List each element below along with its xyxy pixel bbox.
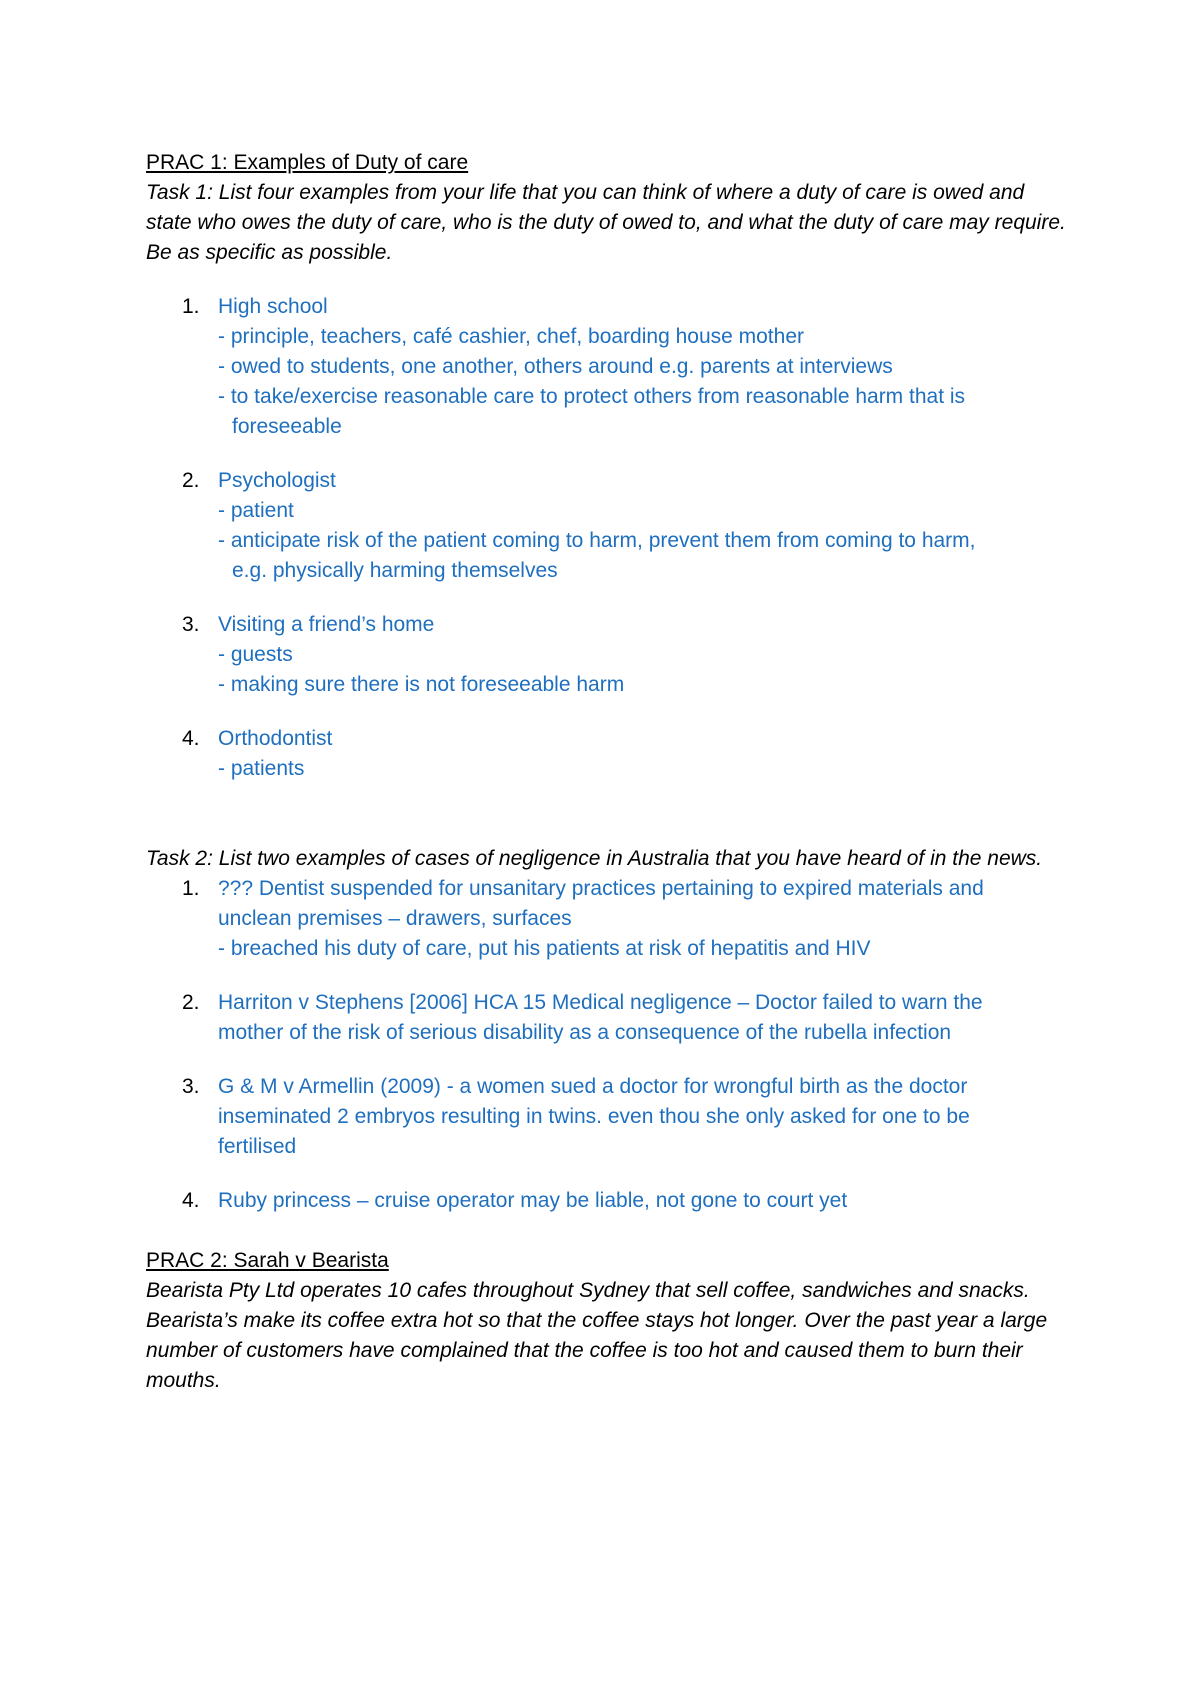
task1-instructions: Task 1: List four examples from your life that you can think of where a duty of care is owed and state who owes the duty of care, who is the duty of owed to, and what the duty of care may require. Be as specific as possible. <box>146 181 1066 264</box>
item-detail: - owed to students, one another, others around e.g. parents at interviews <box>218 355 893 378</box>
list-number: 3. <box>182 613 200 636</box>
list-number: 2. <box>182 469 200 492</box>
task2-instructions: Task 2: List two examples of cases of negligence in Australia that you have heard of in the news. <box>146 847 1043 870</box>
list-number: 4. <box>182 727 200 750</box>
item-detail: unclean premises – drawers, surfaces <box>218 907 572 930</box>
item-title: Visiting a friend’s home <box>218 613 435 636</box>
item-detail: Ruby princess – cruise operator may be liable, not gone to court yet <box>218 1189 848 1212</box>
item-detail: G & M v Armellin (2009) - a women sued a doctor for wrongful birth as the doctor <box>218 1075 968 1098</box>
list-number: 2. <box>182 991 200 1014</box>
prac2-scenario: Bearista Pty Ltd operates 10 cafes throughout Sydney that sell coffee, sandwiches and snacks. Bearista’s make its coffee extra hot so that the coffee stays hot longer. Over the past year a large number of customers have complained that the coffee is too hot and caused them to burn their mouths. <box>146 1279 1048 1392</box>
item-detail: - anticipate risk of the patient coming to harm, prevent them from coming to harm, <box>218 529 976 552</box>
list-number: 3. <box>182 1075 200 1098</box>
item-detail: Harriton v Stephens [2006] HCA 15 Medical negligence – Doctor failed to warn the <box>218 991 983 1014</box>
prac1-heading: PRAC 1: Examples of Duty of care <box>146 151 469 174</box>
item-detail: - patient <box>218 499 294 522</box>
item-detail-continued: foreseeable <box>232 415 342 438</box>
item-title: High school <box>218 295 328 318</box>
item-detail: - to take/exercise reasonable care to protect others from reasonable harm that is <box>218 385 966 408</box>
item-detail: - principle, teachers, café cashier, chef, boarding house mother <box>218 325 804 348</box>
item-detail: - making sure there is not foreseeable harm <box>218 673 625 696</box>
item-detail: - guests <box>218 643 293 666</box>
item-detail-continued: e.g. physically harming themselves <box>232 559 558 582</box>
task2-item-2 <box>146 988 1070 1048</box>
list-number: 4. <box>182 1189 200 1212</box>
item-detail: inseminated 2 embryos resulting in twins. even thou she only asked for one to be <box>218 1105 970 1128</box>
task2-item-3 <box>146 1072 1070 1162</box>
task1-item-1 <box>146 292 1070 442</box>
item-detail: - breached his duty of care, put his patients at risk of hepatitis and HIV <box>218 937 871 960</box>
task2-item-1 <box>146 874 1070 964</box>
list-number: 1. <box>182 295 200 318</box>
item-title: Psychologist <box>218 469 336 492</box>
item-detail: fertilised <box>218 1135 297 1158</box>
task1-item-2 <box>146 466 1070 586</box>
task1-item-3 <box>146 610 1070 700</box>
item-detail: - patients <box>218 757 305 780</box>
task2-item-4 <box>146 1186 1070 1216</box>
item-detail: ??? Dentist suspended for unsanitary practices pertaining to expired materials and <box>218 877 984 900</box>
list-number: 1. <box>182 877 200 900</box>
item-title: Orthodontist <box>218 727 333 750</box>
item-detail: mother of the risk of serious disability as a consequence of the rubella infection <box>218 1021 952 1044</box>
prac2-heading: PRAC 2: Sarah v Bearista <box>146 1249 389 1272</box>
task1-item-4 <box>146 724 1070 784</box>
